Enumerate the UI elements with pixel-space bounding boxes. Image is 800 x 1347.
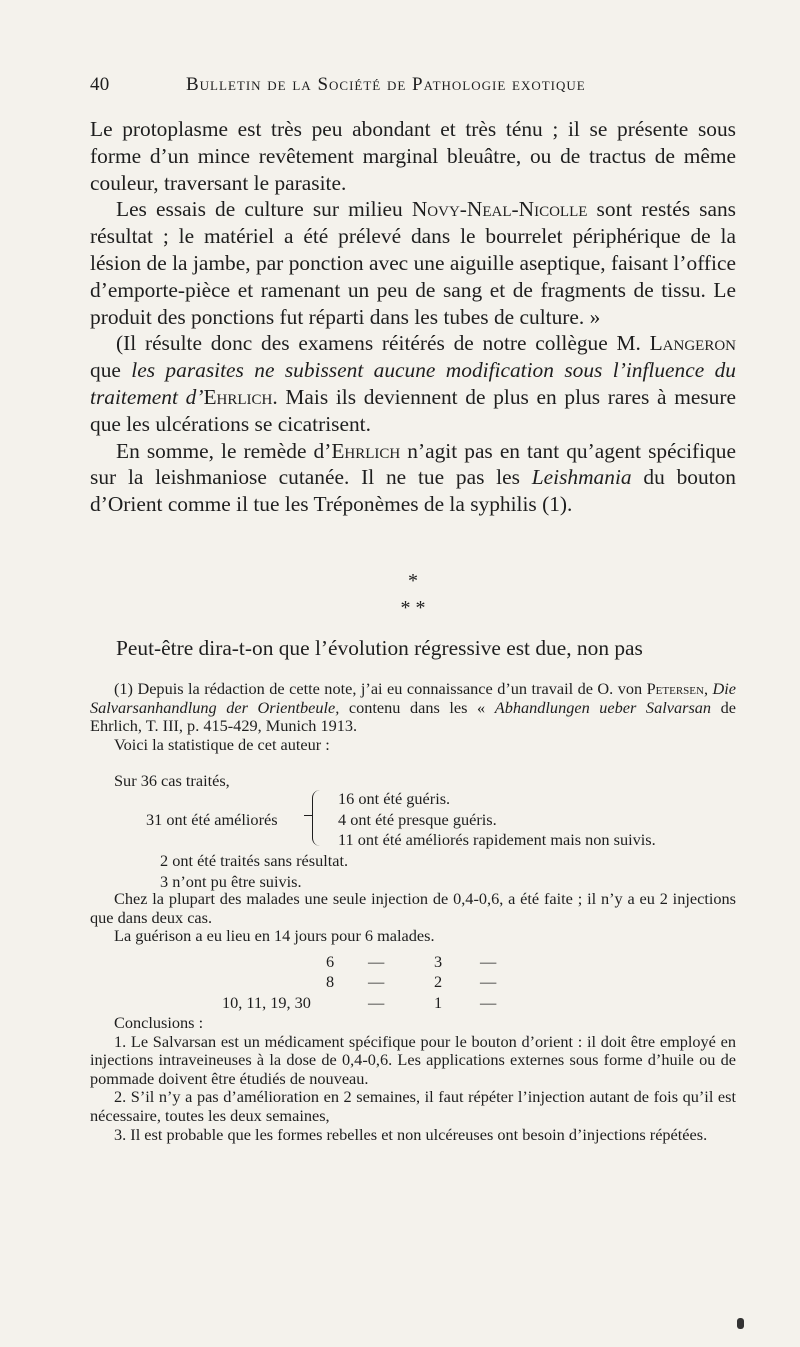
table-row1-count: 3 — [434, 952, 443, 971]
p4-text-c: du bouton d’Orient comme il tue les Tréponèmes de la syphilis (1). — [90, 465, 736, 517]
table-row3-dash2: — — [480, 993, 497, 1012]
stat-total: Sur 36 cas traités, — [114, 771, 230, 790]
footnote-stat-intro: Voici la statistique de cet auteur : — [114, 734, 330, 754]
healing-text: La guérison a eu lieu en 14 jours pour 6 malades. — [114, 926, 435, 946]
page-number: 40 — [90, 74, 110, 95]
fn-text-a: (1) Depuis la rédaction de cette note, j’ai eu connaissance d’un travail de O. von — [114, 679, 647, 698]
injections-text: Chez la plupart des malades une seule injection de 0,4-0,6, a été faite ; il n’y a eu 2 injections que dans deux cas. — [90, 889, 736, 927]
paragraph-2 — [90, 196, 736, 330]
fn-italic-1: Die Salvarsanhandlung der Orientbeule, — [90, 679, 737, 717]
footnote — [90, 680, 736, 754]
stat-improved-not-followed: 11 ont été améliorés rapidement mais non suivis. — [338, 830, 656, 849]
table-row2-days: 8 — [326, 972, 335, 991]
p3-smallcaps-2: Ehrlich — [203, 384, 273, 409]
table-row1-days: 6 — [326, 952, 335, 971]
conclusion-1: 1. Le Salvarsan est un médicament spécifique pour le bouton d’orient : il doit être employé en injections intraveineuses à la dose de 0,4-0,6. Les applications externes sous forme d’huile ou de pommade doivent être étudiés de nouveau. — [90, 1031, 736, 1088]
asterism-bottom: * * — [400, 597, 426, 619]
paragraph-1 — [90, 116, 736, 196]
table-row3-days: 10, 11, 19, 30 — [222, 993, 311, 1012]
fn-text-d: de Ehrlich, T. III, p. 415-429, Munich 1913. — [90, 697, 736, 736]
p3-smallcaps-1: Langeron — [649, 331, 736, 356]
stat-not-followed: 3 n’ont pu être suivis. — [160, 872, 302, 891]
p2-text-b: sont restés sans résultat ; le matériel a été prélevé dans le bourrelet périphérique de la lésion de la jambe, par ponction avec une aiguille aseptique, faisant l’office d’emporte-pièce et ramenant un peu de sang et de fragments de tissu. Le produit des ponctions fut réparti dans les tubes de culture. » — [90, 197, 736, 329]
fn-italic-2: Abhandlungen ueber Salvarsan — [494, 697, 712, 717]
p2-smallcaps: Novy-Neal-Nicolle — [411, 197, 588, 222]
p3-text-a: (Il résulte donc des examens réitérés de notre collègue M. — [116, 331, 650, 356]
running-title: Bulletin de la Société de Pathologie exotique — [186, 74, 586, 95]
fn-smallcaps: Petersen — [646, 679, 704, 698]
p4-italic: Leishmania — [531, 465, 632, 490]
paragraph-3 — [90, 330, 736, 437]
table-row3-dash1: — — [368, 993, 385, 1012]
p4-smallcaps: Ehrlich — [331, 438, 401, 463]
paragraph-1-text: Le protoplasme est très peu abondant et très ténu ; il se présente sous forme d’un mince revêtement marginal bleuâtre, ou de tractus de même couleur, traversant le parasite. — [90, 117, 736, 195]
p4-text-a: En somme, le remède d’ — [116, 438, 332, 463]
footnote-injections — [90, 890, 736, 946]
p2-text-a: Les essais de culture sur milieu — [116, 197, 412, 222]
stat-almost-cured: 4 ont été presque guéris. — [338, 810, 497, 829]
stat-improved-total: 31 ont été améliorés — [146, 810, 278, 829]
stat-cured: 16 ont été guéris. — [338, 789, 451, 808]
conclusion-2: 2. S’il n’y a pas d’amélioration en 2 semaines, il faut répéter l’injection autant de fois qu’il est nécessaire, toutes les deux semaines, — [90, 1087, 736, 1125]
footnote-intro — [90, 680, 736, 736]
conclusion-3: 3. Il est probable que les formes rebelles et non ulcéreuses ont besoin d’injections répétées. — [114, 1124, 708, 1144]
p3-italic: les parasites ne subissent aucune modification sous l’influence du traitement d’ — [90, 358, 736, 409]
fn-text-c: contenu dans les « — [339, 697, 495, 717]
table-row1-dash2: — — [480, 952, 497, 971]
p3-text-b: que — [90, 358, 132, 383]
p4-text-b: n’agit pas en tant qu’agent spécifique sur la leishmaniose cutanée. Il ne tue pas les — [90, 438, 736, 490]
section-last-line: Peut-être dira-t-on que l’évolution régressive est due, non pas — [116, 636, 643, 660]
stat-no-result: 2 ont été traités sans résultat. — [160, 851, 349, 870]
table-row2-dash2: — — [480, 972, 497, 991]
conclusions-title: Conclusions : — [114, 1013, 204, 1032]
main-text — [90, 116, 736, 518]
ink-spot — [737, 1318, 744, 1329]
fn-text-b: , — [703, 679, 713, 698]
conclusions — [90, 1014, 736, 1144]
paragraph-4 — [90, 438, 736, 518]
table-row2-dash1: — — [368, 972, 385, 991]
p3-text-c: . Mais ils deviennent de plus en plus rares à mesure que les ulcérations se cicatrisent. — [90, 384, 736, 436]
curly-brace — [312, 790, 323, 846]
table-row3-count: 1 — [434, 993, 443, 1012]
table-row1-dash1: — — [368, 952, 385, 971]
table-row2-count: 2 — [434, 972, 443, 991]
asterism-top: * — [408, 570, 418, 592]
